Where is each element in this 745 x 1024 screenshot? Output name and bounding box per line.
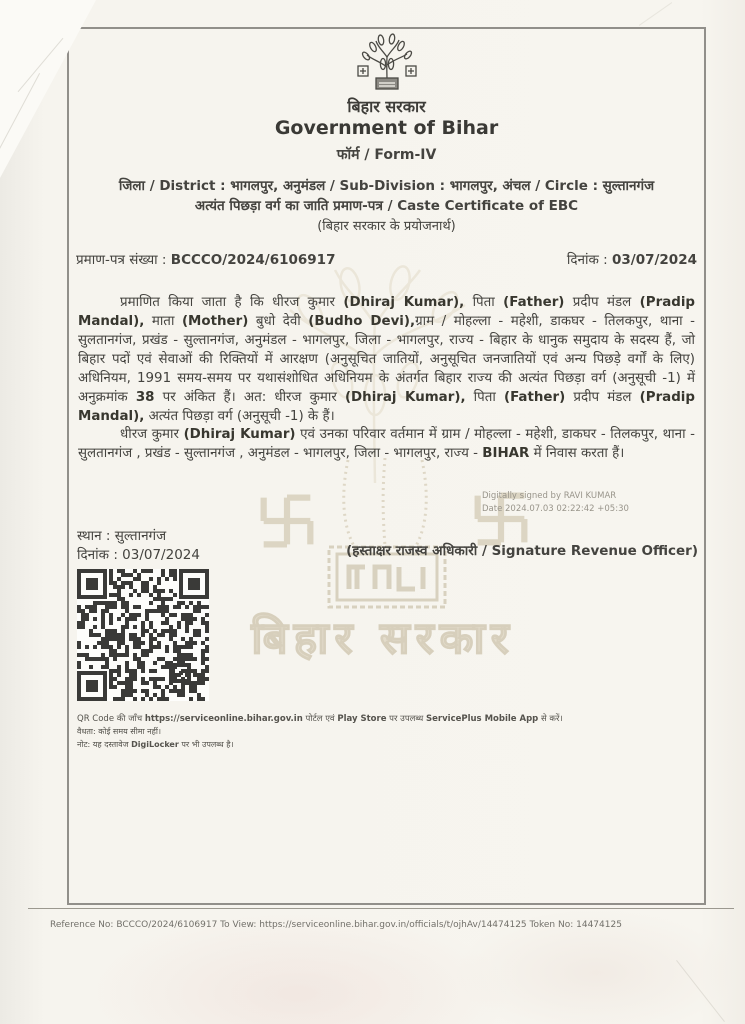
residence-paragraph: धीरज कुमार (Dhiraj Kumar) एवं उनका परिवार वर्तमान में ग्राम / मोहल्ला - महेशी, डाकघर - तिलकपुर, थाना - सुलतानगंज , प्रखंड - सुल्तानगंज , अनुमंडल - भागलपुर, जिला - भागलपुर, राज्य - BIHAR में निवास करता हैं। bbox=[78, 427, 696, 461]
watermark-text: बिहार सरकार bbox=[251, 613, 515, 664]
digilocker-note: नोट: यह दस्तावेज DigiLocker पर भी उपलब्ध है। bbox=[77, 739, 234, 749]
issue-date: दिनांक : 03/07/2024 bbox=[566, 252, 697, 268]
footer-reference: Reference No: BCCCO/2024/6106917 To View: https://serviceonline.bihar.gov.in/officials/t/ojhAv/14474125 Token No: 14474125 bbox=[50, 920, 622, 930]
form-number: फॉर्म / Form-IV bbox=[336, 147, 437, 163]
digital-signature-line2: Date 2024.07.03 02:22:42 +05:30 bbox=[482, 503, 629, 514]
signature-officer-label: (हस्ताक्षर राजस्व अधिकारी / Signature Revenue Officer) bbox=[346, 543, 698, 559]
qr-instructions bbox=[77, 713, 684, 751]
place-line: स्थान : सुल्तानगंज bbox=[77, 528, 167, 544]
qr-code-pattern bbox=[77, 569, 209, 701]
crease-mark bbox=[676, 960, 725, 1022]
certificate-title: अत्यंत पिछड़ा वर्ग का जाति प्रमाण-पत्र / Caste Certificate of EBC bbox=[194, 198, 579, 214]
district-line: जिला / District : भागलपुर, अनुमंडल / Sub-Division : भागलपुर, अंचल / Circle : सुल्तानगंज bbox=[118, 178, 655, 194]
certificate-border-frame bbox=[67, 27, 706, 905]
footer-divider bbox=[28, 908, 734, 909]
digital-signature-line1: Digitally signed by RAVI KUMAR bbox=[482, 491, 617, 501]
title-hindi: बिहार सरकार bbox=[347, 97, 426, 116]
title-english: Government of Bihar bbox=[274, 117, 499, 139]
crease-mark bbox=[639, 2, 672, 26]
qr-code bbox=[77, 569, 209, 701]
validity-note: वैधता: कोई समय सीमा नहीं। bbox=[77, 727, 161, 737]
purpose-line: (बिहार सरकार के प्रयोजनार्थ) bbox=[317, 219, 456, 234]
certificate-body-paragraph: प्रमाणित किया जाता है कि धीरज कुमार (Dhiraj Kumar), पिता (Father) प्रदीप मंडल (Pradip Mandal), माता (Mother) बुधो देवी (Budho Devi),ग्राम / मोहल्ला - महेशी, डाकघर - तिलकपुर, थाना - सुलतानगंज, प्रखंड - सुल्तानगंज, अनुमंडल - भागलपुर, जिला - भागलपुर, राज्य - बिहार के धानुक समुदाय के सदस्य हैं, जो बिहार पदों एवं सेवाओं की रिक्तियों में आरक्षण (अनुसूचित जातियों, अनुसूचित जनजातियों एवं अन्य पिछड़े वर्गों के लिए) अधिनियम, 1991 समय-समय पर यथासंशोधित अधिनियम के अंतर्गत बिहार राज्य की अत्यंत पिछड़ा वर्ग (अनुसूची -1) में अनुक्रमांक 38 पर अंकित हैं। अत: धीरज कुमार (Dhiraj Kumar), पिता (Father) प्रदीप मंडल (Pradip Mandal), अत्यंत पिछड़ा वर्ग (अनुसूची -1) के हैं। bbox=[78, 295, 695, 424]
place-date-block bbox=[77, 527, 200, 565]
qr-note-line1: QR Code की जाँच https://serviceonline.bihar.gov.in पोर्टल एवं Play Store पर उपलब्ध ServicePlus Mobile App से करें। bbox=[77, 714, 563, 724]
digital-signature-stamp bbox=[482, 490, 692, 516]
bihar-state-emblem-tree-icon bbox=[69, 33, 704, 93]
date-line: दिनांक : 03/07/2024 bbox=[77, 547, 200, 563]
certificate-number: प्रमाण-पत्र संख्या : BCCCO/2024/6106917 bbox=[76, 252, 336, 268]
